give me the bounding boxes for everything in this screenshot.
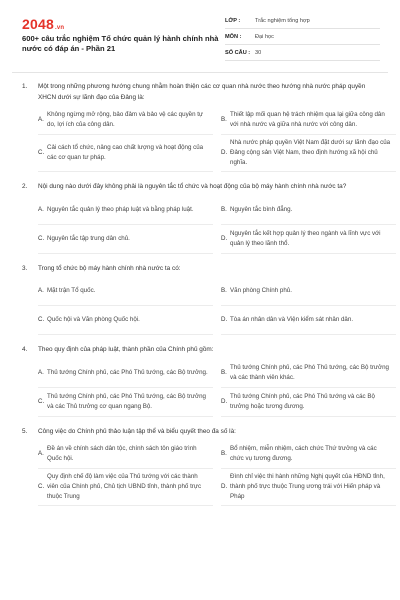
question-text: Trong tổ chức bộ máy hành chính nhà nước ta có: [38, 264, 181, 272]
option-letter: A. [38, 287, 44, 294]
option-letter: B. [221, 368, 227, 376]
option-text: Thủ tướng Chính phủ, các Phó Thủ tướng, các Bộ trưởng và các Thủ trưởng cơ quan ngang Bộ. [47, 392, 206, 410]
option-c[interactable] [38, 306, 213, 335]
option-b[interactable] [221, 359, 396, 388]
option-text: Quy định chế độ làm việc của Thủ tướng với các thành viên của Chính phủ, Chủ tịch UBND tỉnh, thành phố trực thuộc Trung [47, 473, 202, 500]
option-text: Quốc hội và Văn phòng Quốc hội. [47, 316, 140, 323]
question-number: 1. [22, 83, 28, 90]
option-c[interactable] [38, 388, 213, 417]
meta-value: Trắc nghiệm tổng hợp [255, 18, 310, 24]
meta-label: MÔN : [225, 34, 242, 40]
option-text: Cải cách tổ chức, nâng cao chất lượng và hoạt động của các cơ quan tư pháp. [47, 144, 204, 161]
document-meta [225, 14, 380, 62]
option-d[interactable] [221, 135, 396, 172]
question-4 [0, 345, 400, 417]
option-text: Thủ tướng Chính phủ, các Phó Thủ tướng và các Bộ trưởng hoặc tương đương. [230, 392, 375, 410]
question-1 [0, 82, 400, 172]
option-letter: A. [38, 205, 44, 213]
option-letter: D. [221, 397, 228, 405]
option-letter: A. [38, 116, 44, 123]
option-letter: D. [221, 483, 228, 490]
option-text: Thủ tướng Chính phủ, các Phó Thủ tướng, các Bộ trưởng. [47, 368, 208, 376]
question-stem [0, 264, 400, 275]
question-text: Một trong những phương hướng chung nhằm hoàn thiện các cơ quan nhà nước theo hướng nhà nước pháp quyền XHCN dưới sự lãnh đạo của Đảng là: [38, 83, 366, 101]
answer-options [0, 359, 400, 417]
answer-options [0, 106, 400, 172]
option-c[interactable] [38, 135, 213, 172]
meta-row-subject [225, 30, 380, 45]
option-text: Bổ nhiệm, miễn nhiệm, cách chức Thứ trưởng và các chức vụ tương đương. [230, 445, 377, 462]
meta-label: LỚP : [225, 18, 241, 24]
meta-row-class [225, 14, 380, 29]
answer-options [0, 196, 400, 254]
option-d[interactable] [221, 469, 396, 506]
question-3 [0, 264, 400, 336]
option-letter: C. [38, 397, 45, 405]
option-text: Mặt trận Tổ quốc. [47, 287, 96, 294]
option-d[interactable] [221, 388, 396, 417]
option-letter: D. [221, 316, 228, 323]
question-text: Nội dung nào dưới đây không phải là nguyên tắc tổ chức và hoạt động của bộ máy hành chính nhà nước ta? [38, 183, 347, 190]
logo-text: 2048 [22, 16, 54, 32]
option-letter: B. [221, 450, 227, 457]
option-d[interactable] [221, 306, 396, 335]
answer-options [0, 277, 400, 335]
option-text: Không ngừng mở rộng, bảo đảm và bảo vệ các quyền tự do, lợi ích của công dân. [47, 111, 204, 128]
question-list [0, 82, 400, 516]
question-text: Công việc do Chính phủ thảo luận tập thể và biểu quyết theo đa số là: [38, 427, 236, 435]
site-logo[interactable] [22, 16, 64, 32]
option-a[interactable] [38, 196, 213, 225]
option-text: Đình chỉ việc thi hành những Nghị quyết của HĐND tỉnh, thành phố trực thuộc Trung ương trái với Hiến pháp và Pháp [230, 473, 385, 500]
document-header [0, 0, 400, 56]
header-divider [12, 72, 388, 73]
question-stem [0, 182, 400, 193]
option-text: Nguyên tắc tập trung dân chủ. [47, 234, 130, 242]
option-a[interactable] [38, 359, 213, 388]
question-number: 3. [22, 264, 28, 272]
option-letter: A. [38, 450, 44, 457]
question-number: 4. [22, 346, 28, 353]
option-a[interactable] [38, 440, 213, 469]
option-text: Văn phòng Chính phủ. [230, 287, 292, 294]
option-text: Nhà nước pháp quyền Việt Nam đặt dưới sự lãnh đạo của Đảng cộng sản Việt Nam, theo định hướng xã hội chủ nghĩa. [230, 139, 391, 166]
option-b[interactable] [221, 440, 396, 469]
question-number: 2. [22, 183, 28, 190]
meta-value: 30 [255, 50, 262, 56]
option-d[interactable] [221, 225, 396, 254]
option-letter: B. [221, 116, 227, 123]
option-letter: C. [38, 149, 45, 156]
option-c[interactable] [38, 469, 213, 506]
option-text: Tòa án nhân dân và Viện kiểm sát nhân dân. [230, 316, 354, 323]
option-b[interactable] [221, 277, 396, 306]
answer-options [0, 440, 400, 506]
option-letter: A. [38, 368, 44, 376]
meta-row-count [225, 46, 380, 61]
meta-label: SỐ CÂU : [225, 50, 251, 56]
option-a[interactable] [38, 277, 213, 306]
option-letter: C. [38, 234, 45, 242]
logo-suffix: .vn [54, 25, 65, 31]
option-b[interactable] [221, 196, 396, 225]
question-2 [0, 182, 400, 254]
option-text: Thủ tướng Chính phủ, các Phó Thủ tướng, các Bộ trưởng và các thành viên khác. [230, 363, 389, 381]
option-text: Nguyên tắc bình đẳng. [230, 205, 293, 213]
option-letter: B. [221, 205, 227, 213]
option-c[interactable] [38, 225, 213, 254]
option-letter: C. [38, 316, 45, 323]
option-letter: D. [221, 234, 228, 242]
option-letter: C. [38, 483, 45, 490]
option-text: Đề án về chính sách dân tộc, chính sách tôn giáo trình Quốc hội. [47, 445, 197, 462]
option-letter: B. [221, 287, 227, 294]
option-b[interactable] [221, 106, 396, 135]
option-letter: D. [221, 149, 228, 156]
question-stem [0, 427, 400, 438]
option-a[interactable] [38, 106, 213, 135]
question-number: 5. [22, 427, 28, 435]
question-5 [0, 427, 400, 507]
option-text: Thiết lập mối quan hệ trách nhiệm qua lại giữa công dân với nhà nước và giữa nhà nước với công dân. [230, 111, 385, 128]
option-text: Nguyên tắc quản lý theo pháp luật và bằng pháp luật. [47, 205, 194, 213]
question-text: Theo quy định của pháp luật, thành phần của Chính phủ gồm: [38, 346, 214, 353]
option-text: Nguyên tắc kết hợp quản lý theo ngành và lĩnh vực với quản lý theo lãnh thổ. [230, 229, 381, 247]
question-stem [0, 82, 400, 103]
meta-value: Đại học [255, 34, 274, 40]
document-title: 600+ câu trắc nghiệm Tổ chức quản lý hành chính nhà nước có đáp án - Phần 21 [22, 34, 219, 53]
question-stem [0, 345, 400, 356]
